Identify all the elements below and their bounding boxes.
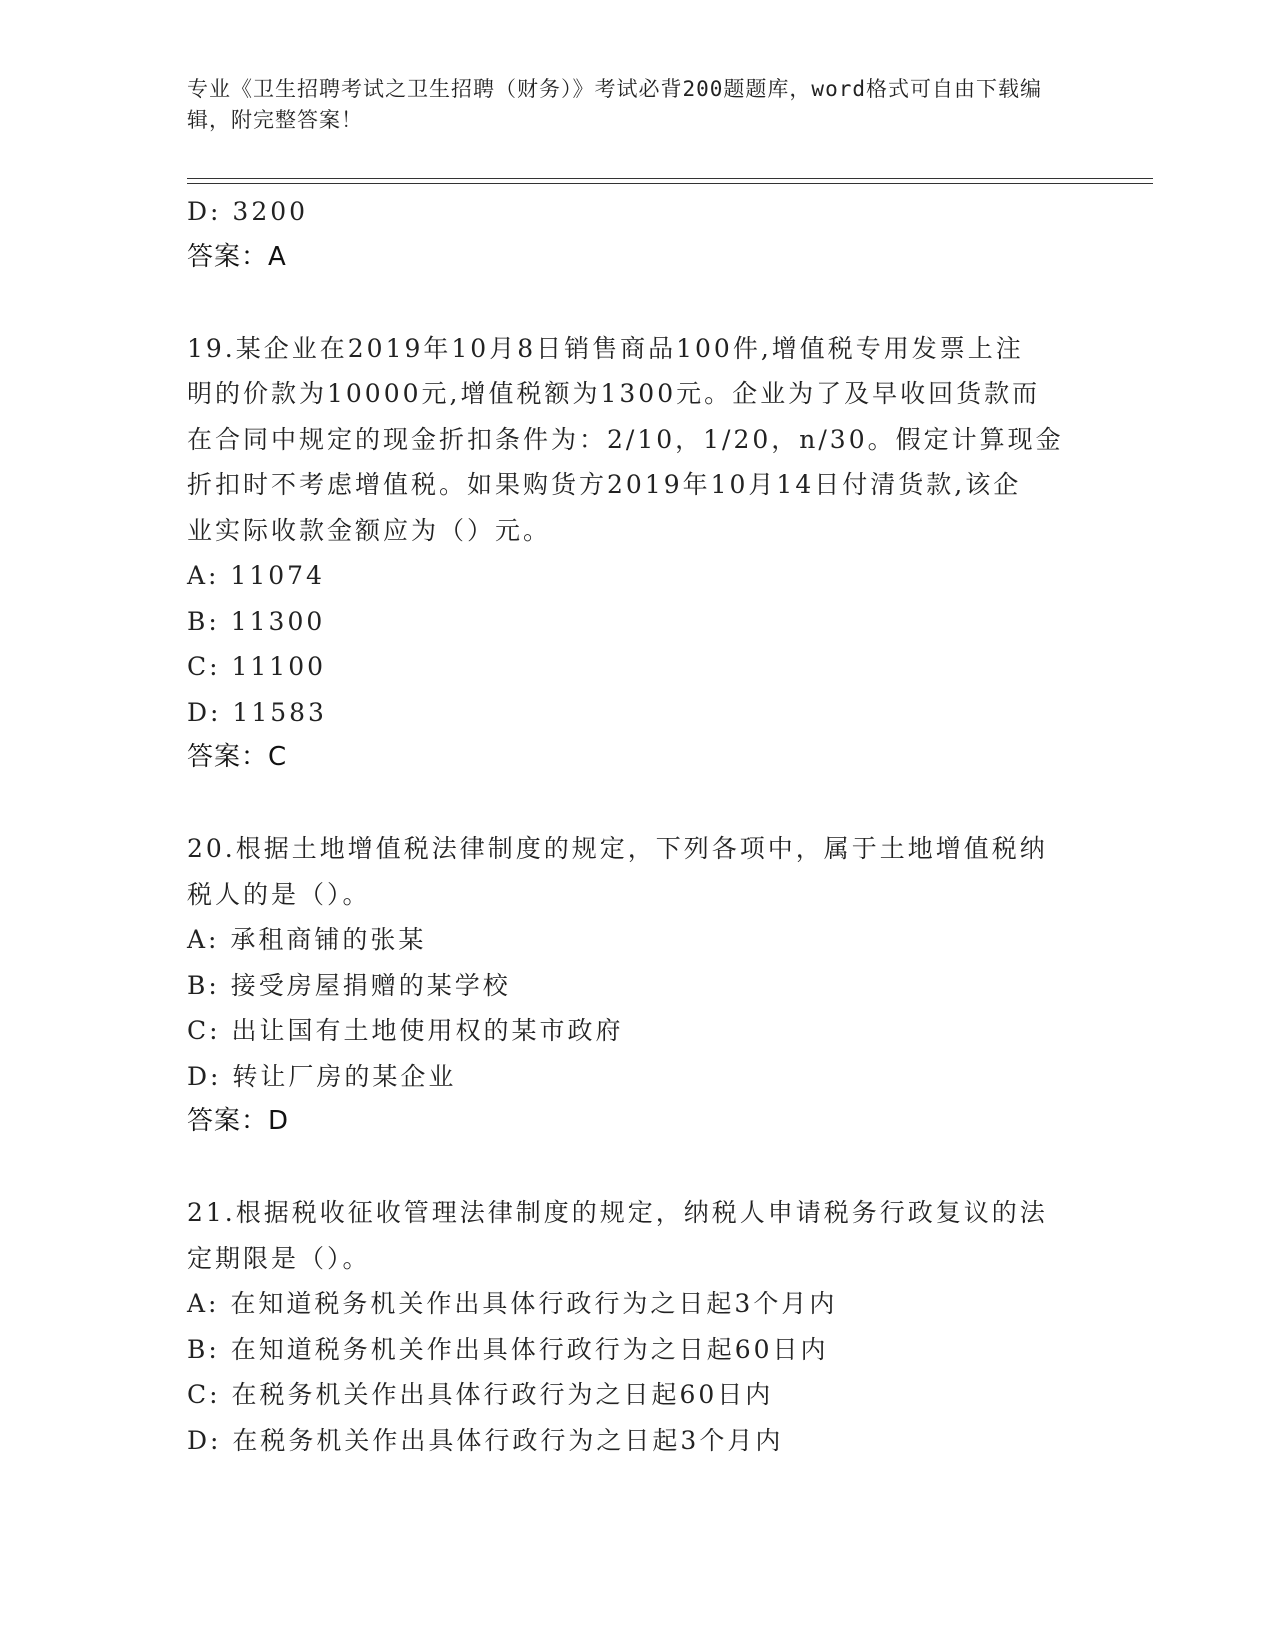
- spacer: [187, 1145, 1077, 1191]
- option-a: A: 11074: [187, 561, 325, 590]
- option-b: B: 在知道税务机关作出具体行政行为之日起60日内: [187, 1334, 829, 1364]
- question-stem-line: 折扣时不考虑增值税。如果购货方2019年10月14日付清货款,该企: [187, 470, 1022, 499]
- question-stem-line: 业实际收款金额应为（）元。: [187, 515, 552, 545]
- header-rule-bottom: [187, 183, 1153, 184]
- header-rule-top: [187, 178, 1153, 179]
- question-stem-line: 定期限是（）。: [187, 1243, 371, 1273]
- option-c: C: 出让国有土地使用权的某市政府: [187, 1016, 624, 1045]
- question-stem-line: 21.根据税收征收管理法律制度的规定，纳税人申请税务行政复议的法: [187, 1198, 1048, 1227]
- option-a: A: 在知道税务机关作出具体行政行为之日起3个月内: [187, 1289, 838, 1318]
- question-20: [187, 826, 1077, 1145]
- option-b: B: 11300: [187, 606, 326, 636]
- question-21: [187, 1190, 1077, 1463]
- option-d: D: 转让厂房的某企业: [187, 1061, 457, 1091]
- document-body: [187, 189, 1077, 1463]
- question-stem-line: 20.根据土地增值税法律制度的规定，下列各项中，属于土地增值税纳: [187, 834, 1048, 863]
- document-header: 专业《卫生招聘考试之卫生招聘（财务）》考试必背200题题库，word格式可自由下载编辑，附完整答案！: [187, 77, 1042, 132]
- question-stem-line: 19.某企业在2019年10月8日销售商品100件,增值税专用发票上注: [187, 333, 1024, 363]
- option-b: B: 接受房屋捐赠的某学校: [187, 970, 511, 1000]
- spacer: [187, 781, 1077, 827]
- option-c: C: 11100: [187, 652, 327, 681]
- question-stem-line: 税人的是（）。: [187, 879, 371, 909]
- option-d: D: 在税务机关作出具体行政行为之日起3个月内: [187, 1425, 784, 1455]
- option-a: A: 承租商铺的张某: [187, 925, 427, 954]
- question-stem-line: 在合同中规定的现金折扣条件为：2/10，1/20，n/30。假定计算现金: [187, 424, 1064, 454]
- option-c: C: 在税务机关作出具体行政行为之日起60日内: [187, 1380, 774, 1409]
- question-stem-line: 明的价款为10000元,增值税额为1300元。企业为了及早收回货款而: [187, 379, 1041, 408]
- prev-answer: 答案：A: [187, 241, 287, 272]
- prev-option-d: D: 3200: [187, 197, 309, 226]
- question-19: [187, 326, 1077, 781]
- spacer: [187, 280, 1077, 326]
- answer: 答案：C: [187, 742, 288, 772]
- answer: 答案：D: [187, 1106, 290, 1136]
- option-d: D: 11583: [187, 697, 327, 727]
